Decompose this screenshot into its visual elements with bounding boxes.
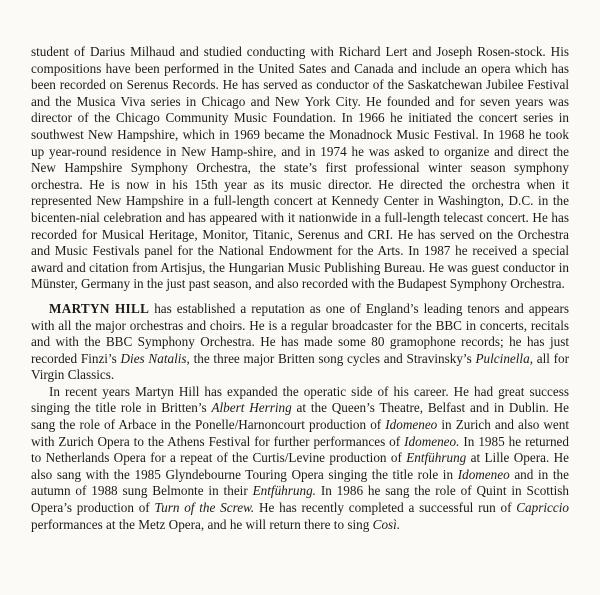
work-title: Albert Herring bbox=[211, 400, 292, 416]
work-title: Pulcinella bbox=[475, 350, 530, 366]
text-segment: , all for Virgin Classics. bbox=[31, 350, 570, 383]
text-segment: , the three major Britten song cycles and Stravinsky’s bbox=[186, 350, 476, 366]
work-title: Idomeneo. bbox=[404, 433, 460, 449]
paragraph-milhaud-student bbox=[31, 44, 569, 293]
work-title: Turn of the Screw. bbox=[154, 500, 255, 516]
work-title: Così. bbox=[372, 516, 401, 532]
text-segment: performances at the Metz Opera, and he will return there to sing bbox=[31, 516, 373, 532]
text-segment: In 1985 he returned to Netherlands Opera for a repeat of the Curtis/Levine production of bbox=[31, 433, 569, 466]
body-text bbox=[31, 44, 569, 533]
work-title: Entführung bbox=[406, 450, 467, 466]
text-segment: student of Darius Milhaud and studied conducting with Richard Lert and Joseph Rosen-stock. His compositions have been performed in the United Sates and Canada and include an opera which has been recorded on Serenus Records. He has served as conductor of the Saskatchewan Jubilee Festival and the Musica Viva series in Chicago and New York City. He founded and for seven years was director of the Chicago Community Music Foundation. In 1966 he initiated the concert series in southwest New Hampshire, which in 1969 became the Monadnock Music Festival. In 1968 he took up year-round residence in New Hamp-shire, and in 1974 he was asked to organize and direct the New Hampshire Symphony Orchestra, the state’s first professional winter season symphony orchestra. He is now in his 15th year as its music director. He directed the orchestra when it represented New Hampshire in a full-length concert at Kennedy Center in Washington, D.C. in the bicenten-nial celebration and has appeared with it nationwide in a full-length telecast concert. He has recorded for Musical Heritage, Monitor, Titanic, Serenus and CRI. He has served on the Orchestra and Music Festivals panel for the National Endowment for the Arts. In 1987 he received a special award and citation from Artisjus, the Hungarian Music Publishing Bureau. He was guest conductor in Münster, Germany in the just past season, and also recorded with the Budapest Symphony Orchestra. bbox=[31, 44, 569, 292]
text-segment: has established a reputation as one of England’s leading tenors and appears with all the major orchestras and choirs. He is a regular broadcaster for the BBC in concerts, recitals and with the BBC Symphony Orchestra. He has made some 80 gramophone records; he has just recorded Finzi’s bbox=[31, 300, 570, 366]
paragraph-martyn-hill-intro bbox=[31, 301, 569, 384]
work-title: Idomeneo bbox=[385, 417, 438, 433]
performer-name: MARTYN HILL bbox=[49, 300, 150, 316]
text-segment: In 1986 he sang the role of Quint in Scottish Opera’s production of bbox=[31, 483, 570, 516]
text-segment: In recent years Martyn Hill has expanded the operatic side of his career. He had great success singing the title role in Britten’s bbox=[31, 383, 569, 416]
work-title: Capriccio bbox=[516, 500, 570, 516]
text-segment: He has recently completed a successful run of bbox=[254, 500, 517, 516]
work-title: Idomeneo bbox=[457, 466, 510, 482]
text-segment: and in the autumn of 1988 sung Belmonte in their bbox=[31, 466, 569, 499]
work-title: Entführung. bbox=[252, 483, 316, 499]
paragraph-martyn-hill-opera bbox=[31, 384, 569, 533]
text-segment: in Zurich and also went with Zurich Opera to the Athens Festival for further performances of bbox=[31, 417, 570, 449]
text-segment: at the Queen’s Theatre, Belfast and in Dublin. He sang the role of Arbace in the Ponelle/Harnoncourt production of bbox=[31, 400, 570, 433]
text-segment: at Lille Opera. He also sang with the 1985 Glyndebourne Touring Opera singing the title role in bbox=[31, 450, 569, 482]
work-title: Dies Natalis bbox=[120, 350, 187, 366]
